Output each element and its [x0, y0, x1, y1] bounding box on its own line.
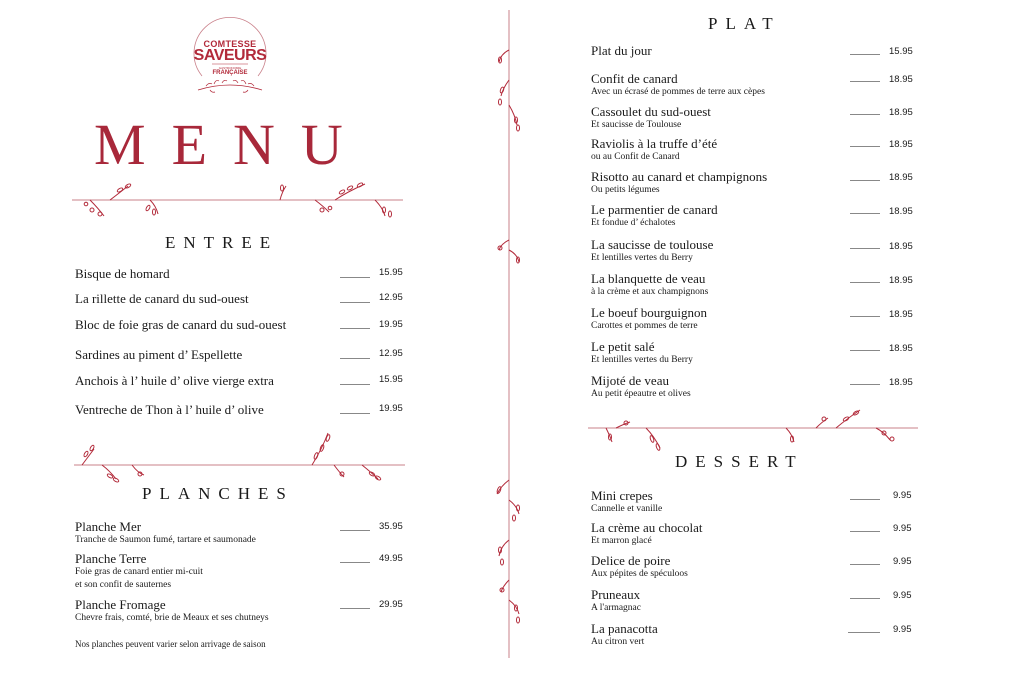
plat-item	[591, 202, 718, 230]
item-price: 15.95	[889, 46, 913, 57]
item-desc: Tranche de Saumon fumé, tartare et saumonade	[75, 535, 256, 545]
item-price: 19.95	[379, 403, 403, 414]
plat-item	[591, 339, 693, 367]
dessert-item	[591, 621, 658, 649]
logo-line2: SAVEURS	[193, 47, 267, 64]
floral-divider-icon	[70, 180, 405, 222]
dessert-item	[591, 520, 703, 548]
plat-item	[591, 104, 711, 132]
item-name: La saucisse de toulouse	[591, 237, 714, 252]
planche-item	[75, 519, 256, 547]
item-name: La panacotta	[591, 621, 658, 636]
vertical-floral-divider-icon	[494, 10, 524, 660]
plat-item	[591, 43, 652, 58]
item-desc: Cannelle et vanille	[591, 504, 663, 514]
planches-title: PLANCHES	[142, 484, 294, 503]
item-desc: Et fondue d’ échalotes	[591, 218, 676, 228]
plat-item	[591, 271, 708, 299]
item-price: 9.95	[893, 523, 912, 534]
logo-line4: FRANÇAISE	[212, 70, 248, 76]
item-desc: Et lentilles vertes du Berry	[591, 253, 693, 263]
restaurant-logo	[188, 14, 272, 98]
item-desc: Ou petits légumes	[591, 185, 660, 195]
item-name: Planche Mer	[75, 519, 142, 534]
item-name: Bloc de foie gras de canard du sud-ouest	[75, 317, 287, 332]
dessert-item	[591, 488, 662, 516]
item-price: 18.95	[889, 172, 913, 183]
entree-item	[75, 266, 170, 281]
item-name: Le boeuf bourguignon	[591, 305, 708, 320]
planches-note: Nos planches peuvent varier selon arrivage de saison	[75, 639, 266, 649]
item-desc: Et lentilles vertes du Berry	[591, 355, 693, 365]
item-desc: Et marron glacé	[591, 536, 652, 546]
item-desc: Au citron vert	[591, 637, 645, 647]
dessert-item	[591, 587, 641, 615]
item-name: Confit de canard	[591, 71, 678, 86]
item-name: Delice de poire	[591, 553, 671, 568]
item-name: La crème au chocolat	[591, 520, 703, 535]
logo-line3: GASTRONOMIE	[218, 66, 242, 70]
entree-item	[75, 291, 249, 306]
item-name: Risotto au canard et champignons	[591, 169, 768, 184]
item-name: Plat du jour	[591, 43, 652, 58]
item-price: 19.95	[379, 319, 403, 330]
item-name: Planche Fromage	[75, 597, 166, 612]
item-price: 18.95	[889, 74, 913, 85]
item-price: 15.95	[379, 267, 403, 278]
logo-line1: COMTESSE	[203, 39, 257, 49]
item-price: 18.95	[889, 107, 913, 118]
item-name: Raviolis à la truffe d’été	[591, 136, 718, 151]
plat-item	[591, 136, 717, 164]
item-price: 18.95	[889, 377, 913, 388]
item-desc: à la crème et aux champignons	[591, 287, 709, 297]
dessert-item	[591, 553, 688, 581]
item-desc: ou au Confit de Canard	[591, 152, 680, 162]
item-desc-2: et son confit de sauternes	[75, 580, 172, 590]
plat-item	[591, 237, 713, 265]
item-price: 18.95	[889, 309, 913, 320]
item-name: Ventreche de Thon à l’ huile d’ olive	[75, 402, 264, 417]
item-price: 9.95	[893, 624, 912, 635]
item-price: 29.95	[379, 599, 403, 610]
entree-item	[75, 402, 264, 417]
item-price: 35.95	[379, 521, 403, 532]
item-name: Planche Terre	[75, 551, 147, 566]
item-name: La rillette de canard du sud-ouest	[75, 291, 249, 306]
item-price: 49.95	[379, 553, 403, 564]
item-price: 9.95	[893, 490, 912, 501]
item-price: 18.95	[889, 275, 913, 286]
item-desc: Aux pépites de spéculoos	[591, 569, 688, 579]
plat-item	[591, 71, 765, 99]
plat-item	[591, 305, 707, 333]
item-desc: Au petit épeautre et olives	[591, 389, 691, 399]
item-price: 15.95	[379, 374, 403, 385]
floral-divider-icon	[586, 405, 920, 453]
item-name: Le petit salé	[591, 339, 655, 354]
dessert-title: DESSERT	[675, 452, 804, 471]
item-desc: Foie gras de canard entier mi-cuit	[75, 567, 203, 577]
floral-divider-icon	[72, 428, 407, 484]
item-price: 18.95	[889, 206, 913, 217]
plat-item	[591, 169, 767, 197]
item-price: 12.95	[379, 348, 403, 359]
item-desc: Et saucisse de Toulouse	[591, 120, 682, 130]
item-desc: Chevre frais, comté, brie de Meaux et ses chutneys	[75, 613, 269, 623]
planche-item	[75, 597, 269, 625]
item-desc: A l'armagnac	[591, 603, 641, 613]
item-name: Sardines au piment d’ Espellette	[75, 347, 243, 362]
item-price: 9.95	[893, 590, 912, 601]
planche-item	[75, 551, 203, 592]
plat-item	[591, 373, 691, 401]
item-desc: Avec un écrasé de pommes de terre aux cèpes	[591, 87, 765, 97]
item-desc: Carottes et pommes de terre	[591, 321, 698, 331]
item-name: Anchois à l’ huile d’ olive vierge extra	[75, 373, 274, 388]
item-price: 18.95	[889, 139, 913, 150]
plat-title: PLAT	[708, 14, 781, 33]
item-price: 18.95	[889, 343, 913, 354]
item-name: Mini crepes	[591, 488, 653, 503]
item-price: 9.95	[893, 556, 912, 567]
item-name: Bisque de homard	[75, 266, 170, 281]
item-price: 18.95	[889, 241, 913, 252]
item-name: Pruneaux	[591, 587, 641, 602]
item-price: 12.95	[379, 292, 403, 303]
entree-item	[75, 373, 274, 388]
item-name: Mijoté de veau	[591, 373, 669, 388]
item-name: Cassoulet du sud-ouest	[591, 104, 711, 119]
menu-title: MENU	[94, 112, 369, 177]
entree-title: ENTREE	[165, 233, 279, 252]
item-name: La blanquette de veau	[591, 271, 706, 286]
entree-item	[75, 347, 242, 362]
entree-item	[75, 317, 286, 332]
item-name: Le parmentier de canard	[591, 202, 718, 217]
